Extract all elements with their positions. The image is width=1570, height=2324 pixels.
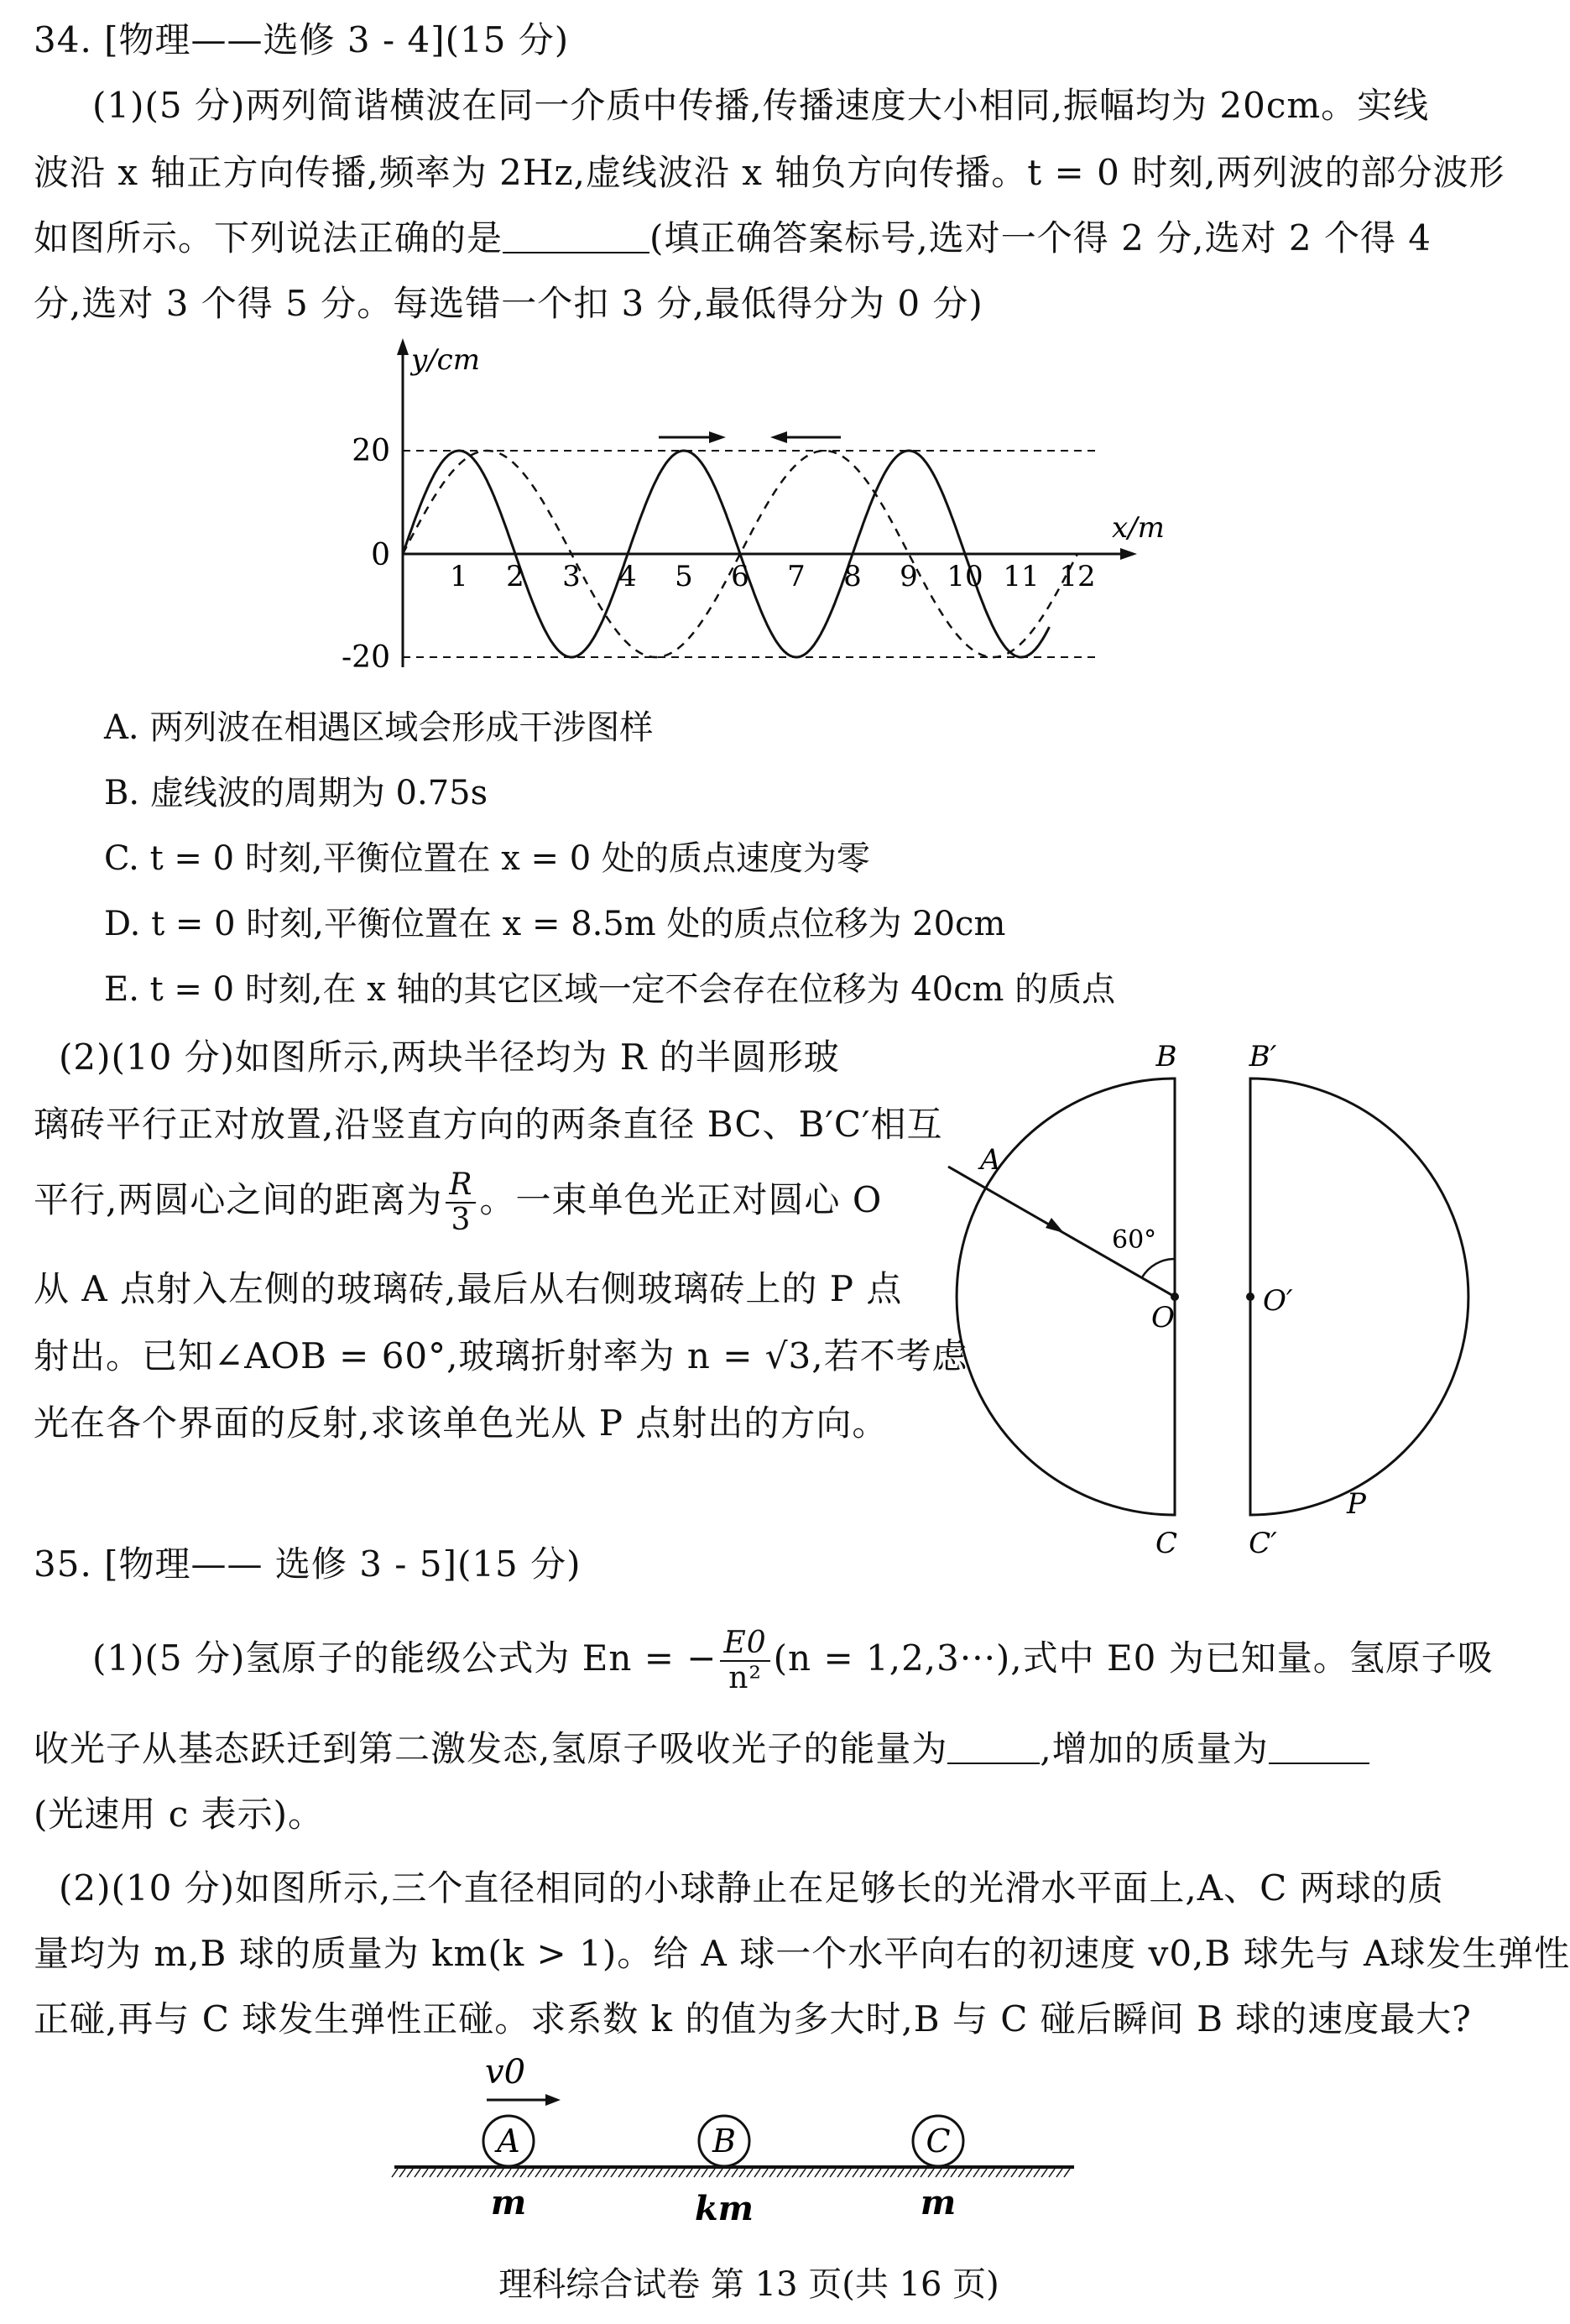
ray-arrowhead [1046,1218,1064,1233]
label-c-prime: C′ [1249,1527,1277,1560]
q34-p2-line3-text: 平行,两圆心之间的距离为 [34,1179,443,1220]
hatch-line [460,2169,466,2177]
label-b-prime: B′ [1249,1040,1277,1073]
hatch-line [724,2169,730,2177]
hatch-line [422,2169,428,2177]
hatch-line [769,2169,775,2177]
q34-p2-line3 [34,1168,882,1237]
y-tick-0: 0 [371,538,390,572]
hatch-line [890,2169,896,2177]
x-tick-2: 2 [506,560,524,593]
q35-p1-line2-text: 收光子从基态跃迁到第二激发态,氢原子吸收光子的能量为 [34,1728,948,1769]
mass-answer-blank [1269,1729,1369,1764]
hatch-line [860,2169,866,2177]
label-v0: v0 [485,2053,526,2092]
hatch-line [709,2169,715,2177]
hatch-line [664,2169,670,2177]
hatch-line [1049,2169,1055,2177]
hatch-line [958,2169,964,2177]
hatch-line [1064,2169,1070,2177]
hatch-line [898,2169,904,2177]
hatch-line [558,2169,564,2177]
x-tick-4: 4 [618,560,637,593]
q34-p1-line4: 分,选对 3 个得 5 分。每选错一个扣 3 分,最低得分为 0 分) [34,283,983,324]
x-tick-12: 12 [1059,560,1096,593]
q35-header: 35. [物理—— 选修 3 - 5](15 分) [34,1543,582,1585]
hatch-line [430,2169,436,2177]
q34-p2-line5: 射出。已知∠AOB = 60°,玻璃折射率为 n = √3,若不考虑 [34,1335,968,1376]
option-d: D. t = 0 时刻,平衡位置在 x = 8.5m 处的质点位移为 20cm [104,905,1006,943]
option-c: C. t = 0 时刻,平衡位置在 x = 0 处的质点速度为零 [104,839,870,878]
label-a: A [980,1143,1001,1177]
hatch-line [913,2169,919,2177]
hatch-line [807,2169,813,2177]
q34-p1-line2: 波沿 x 轴正方向传播,频率为 2Hz,虚线波沿 x 轴负方向传播。t = 0 时刻,两列波的部分波形 [34,152,1505,193]
hatch-line [1041,2169,1047,2177]
hatch-line [392,2169,398,2177]
hatch-line [702,2169,707,2177]
hatch-line [739,2169,745,2177]
hatch-line [596,2169,602,2177]
mass-c-label: m [920,2183,957,2222]
hatch-line [754,2169,760,2177]
hatch-line [513,2169,519,2177]
hatch-line [973,2169,979,2177]
q35-p1-line1 [92,1627,1494,1695]
balls-diagram [386,2048,1108,2233]
hatch-line [694,2169,700,2177]
x-tick-10: 10 [947,560,983,593]
center-o-prime-dot [1246,1293,1254,1301]
hatch-line [837,2169,843,2177]
hatch-line [505,2169,511,2177]
hatch-line [815,2169,821,2177]
ball-b-label: B [712,2123,736,2159]
q34-p2-line4: 从 A 点射入左侧的玻璃砖,最后从右侧玻璃砖上的 P 点 [34,1268,903,1309]
hatch-line [399,2169,405,2177]
q34-p1-line3-text-b: (填正确答案标号,选对一个得 2 分,选对 2 个得 4 [649,217,1432,259]
hatch-line [996,2169,1002,2177]
hatch-line [671,2169,677,2177]
hatch-line [928,2169,934,2177]
hatch-line [550,2169,556,2177]
hatch-line [535,2169,541,2177]
hatch-line [988,2169,994,2177]
x-tick-9: 9 [900,560,918,593]
hatch-line [966,2169,972,2177]
hatch-line [1026,2169,1032,2177]
y-axis-arrow [397,338,409,355]
hatch-line [717,2169,722,2177]
hatch-line [498,2169,503,2177]
hatch-line [785,2169,790,2177]
q34-p1-line3-text: 如图所示。下列说法正确的是 [34,217,503,259]
x-tick-3: 3 [562,560,581,593]
mass-b-label: km [694,2189,754,2228]
q34-p2-line1: (2)(10 分)如图所示,两块半径均为 R 的半圆形玻 [59,1037,840,1078]
hatch-line [581,2169,587,2177]
q35-p1-line2 [34,1726,1369,1773]
hatch-line [626,2169,632,2177]
wave-graph [319,332,1165,692]
hatch-line [566,2169,571,2177]
hatch-line [830,2169,836,2177]
ball-c-label: C [926,2123,951,2159]
hatch-line [611,2169,617,2177]
hatch-line [437,2169,443,2177]
q35-p1-line1-text: (1)(5 分)氢原子的能级公式为 En = − [92,1637,717,1679]
x-axis-arrow [1120,548,1137,560]
hatch-line [656,2169,662,2177]
hatch-line [822,2169,828,2177]
hatch-line [1011,2169,1017,2177]
hatch-line [762,2169,768,2177]
hatch-line [445,2169,451,2177]
hatch-line [951,2169,957,2177]
hatch-line [981,2169,987,2177]
ball-a-label: A [497,2123,520,2159]
hatch-line [482,2169,488,2177]
hatch-line [1034,2169,1040,2177]
hatch-line [921,2169,926,2177]
option-e: E. t = 0 时刻,在 x 轴的其它区域一定不会存在位移为 40cm 的质点 [104,970,1116,1009]
hatch-line [520,2169,526,2177]
hatch-line [853,2169,858,2177]
y-tick-20: 20 [352,434,390,468]
center-o-dot [1171,1293,1179,1301]
hatch-line [649,2169,655,2177]
q34-p1-line3 [34,215,1432,262]
page-footer: 理科综合试卷 第 13 页(共 16 页) [498,2265,999,2304]
q35-p2-line3: 正碰,再与 C 球发生弹性正碰。求系数 k 的值为多大时,B 与 C 碰后瞬间 B 球的速度最大? [34,1998,1472,2039]
energy-fraction [720,1627,769,1695]
q34-header: 34. [物理——选修 3 - 4](15 分) [34,19,570,60]
y-tick-minus20: -20 [342,640,390,675]
hatch-line [407,2169,413,2177]
label-p: P [1347,1487,1366,1521]
hatch-line [588,2169,594,2177]
hatch-line [868,2169,874,2177]
hatch-line [1004,2169,1009,2177]
hatch-line [792,2169,798,2177]
answer-blank [503,218,649,253]
q34-p2-line6: 光在各个界面的反射,求该单色光从 P 点射出的方向。 [34,1402,889,1444]
x-tick-1: 1 [450,560,468,593]
x-tick-8: 8 [843,560,862,593]
hatch-line [467,2169,473,2177]
hatch-line [747,2169,753,2177]
mass-a-label: m [490,2183,527,2222]
hatch-line [936,2169,941,2177]
label-o: O [1151,1301,1175,1334]
q35-p1-line1-text-b: (n = 1,2,3···),式中 E0 为已知量。氢原子吸 [773,1637,1494,1679]
energy-answer-blank [947,1729,1040,1764]
hatch-line [452,2169,458,2177]
distance-fraction [446,1168,476,1237]
hatch-line [415,2169,420,2177]
x-tick-7: 7 [787,560,806,593]
x-tick-5: 5 [675,560,693,593]
energy-numerator: E0 [720,1627,769,1662]
label-c: C [1155,1527,1178,1560]
hatch-line [679,2169,685,2177]
right-arrowhead [709,431,726,443]
y-axis-label: y/cm [411,343,480,377]
hatch-line [777,2169,783,2177]
label-b: B [1155,1040,1177,1073]
angle-arc [1142,1259,1175,1277]
hatch-line [573,2169,579,2177]
hatch-line [528,2169,534,2177]
hatch-line [634,2169,639,2177]
hatch-line [845,2169,851,2177]
left-arrowhead [770,431,787,443]
hatch-line [1056,2169,1062,2177]
x-tick-6: 6 [731,560,749,593]
x-tick-labels [450,560,1095,593]
energy-denominator: n² [728,1661,762,1695]
hatch-line [905,2169,911,2177]
hatch-line [875,2169,881,2177]
fraction-numerator: R [446,1168,476,1204]
q35-p2-line2: 量均为 m,B 球的质量为 km(k > 1)。给 A 球一个水平向右的初速度 v0,B 球先与 A球发生弹性 [34,1933,1570,1974]
option-b: B. 虚线波的周期为 0.75s [104,774,488,812]
hatch-line [800,2169,806,2177]
x-axis-label: x/m [1112,511,1165,545]
hatch-line [490,2169,496,2177]
hatch-line [943,2169,949,2177]
option-a: A. 两列波在相遇区域会形成干涉图样 [104,708,654,747]
hatch-line [543,2169,549,2177]
ground-hatching [392,2169,1070,2177]
hatch-line [732,2169,738,2177]
hatch-line [641,2169,647,2177]
label-angle: 60° [1112,1225,1157,1255]
q35-p2-line1: (2)(10 分)如图所示,三个直径相同的小球静止在足够长的光滑水平面上,A、C 两球的质 [59,1867,1444,1909]
q34-p2-line2: 璃砖平行正对放置,沿竖直方向的两条直径 BC、B′C′相互 [34,1104,943,1145]
x-tick-11: 11 [1003,560,1040,593]
fraction-denominator: 3 [451,1203,472,1237]
hatch-line [603,2169,609,2177]
q35-p1-line3: (光速用 c 表示)。 [34,1794,324,1835]
label-o-prime: O′ [1263,1284,1293,1318]
hatch-line [883,2169,889,2177]
q34-p1-line1: (1)(5 分)两列简谐横波在同一介质中传播,传播速度大小相同,振幅均为 20cm。实线 [92,85,1430,126]
hatch-line [1019,2169,1025,2177]
hatch-line [686,2169,692,2177]
hatch-line [475,2169,481,2177]
hatch-line [618,2169,624,2177]
velocity-arrowhead [545,2094,561,2106]
q35-p1-line2-text-b: ,增加的质量为 [1040,1728,1269,1769]
q34-p2-line3-text-b: 。一束单色光正对圆心 O [479,1179,883,1220]
glass-brick-diagram [923,1028,1477,1565]
